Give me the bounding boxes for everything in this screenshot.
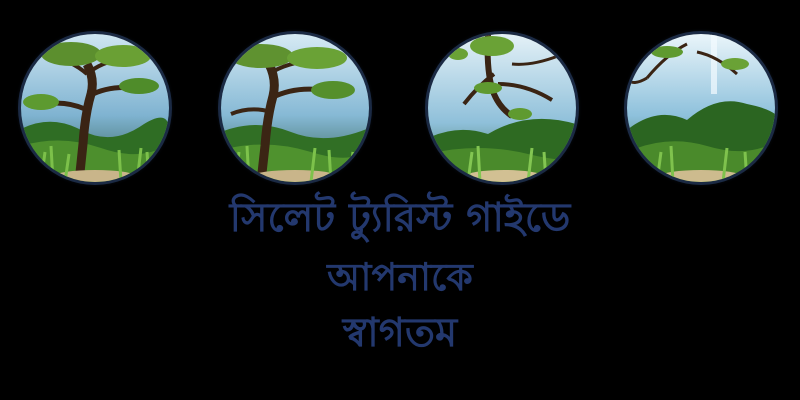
- aquascape-driftwood-tree-image: [21, 34, 169, 182]
- headline-line-1: সিলেট ট্যুরিস্ট গাইডে: [229, 195, 571, 241]
- aquascape-moss-hills-image: [627, 34, 775, 182]
- aquascape-photo-4: [627, 34, 775, 182]
- aquascape-driftwood-tree-image: [221, 34, 369, 182]
- headline-line-2: আপনাকে: [327, 255, 473, 299]
- aquascape-photo-1: [21, 34, 169, 182]
- aquascape-photo-3: [428, 34, 576, 182]
- headline-line-3: স্বাগতম: [342, 310, 458, 356]
- aquascape-hanging-roots-image: [428, 34, 576, 182]
- aquascape-photo-2: [221, 34, 369, 182]
